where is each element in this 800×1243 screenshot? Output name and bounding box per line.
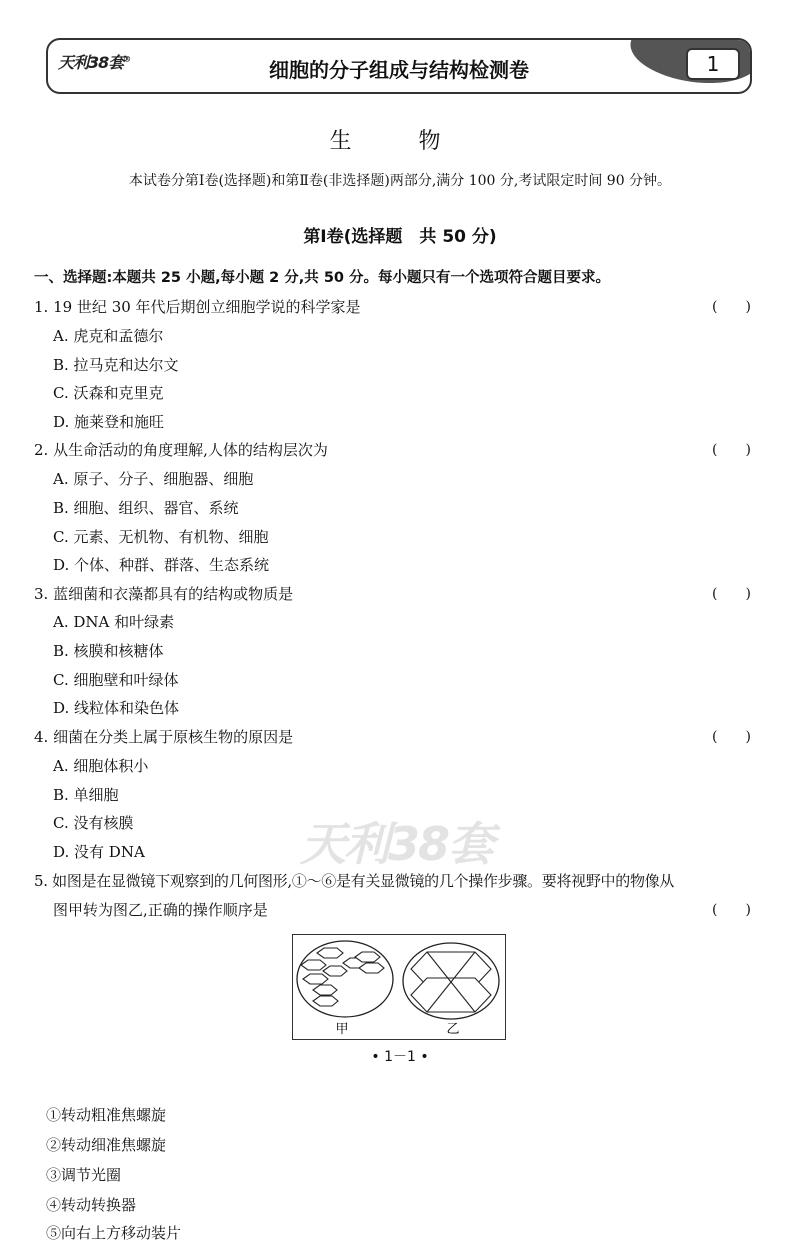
question-stem: 1. 19 世纪 30 年代后期创立细胞学说的科学家是 [34, 298, 361, 316]
hexagon-magnified-yi [411, 952, 491, 1012]
step-item: ②转动细准焦螺旋 [46, 1136, 167, 1154]
answer-blank: ( ) [712, 902, 751, 918]
option: B. 单细胞 [53, 786, 119, 804]
option: B. 拉马克和达尔文 [53, 356, 179, 374]
question-stem: 4. 细菌在分类上属于原核生物的原因是 [34, 728, 294, 746]
option: A. 虎克和孟德尔 [53, 327, 164, 345]
page-number-badge: 1 [686, 48, 740, 80]
option: C. 细胞壁和叶绿体 [53, 671, 179, 689]
instructions: 一、选择题:本题共 25 小题,每小题 2 分,共 50 分。每小题只有一个选项符合题目要求。 [34, 270, 611, 286]
option: B. 核膜和核糖体 [53, 642, 164, 660]
option: A. 原子、分子、细胞器、细胞 [53, 470, 254, 488]
question-stem: 2. 从生命活动的角度理解,人体的结构层次为 [34, 441, 328, 459]
question-stem: 3. 蓝细菌和衣藻都具有的结构或物质是 [34, 585, 294, 603]
step-item: ⑤向右上方移动装片 [46, 1224, 182, 1242]
header-bar [46, 38, 752, 94]
option: C. 沃森和克里克 [53, 384, 164, 402]
brand-logo: 天利38套® [58, 53, 131, 72]
step-item: ④转动转换器 [46, 1196, 137, 1214]
option: C. 没有核膜 [53, 814, 134, 832]
question-stem-continued: 图甲转为图乙,正确的操作顺序是 [53, 901, 268, 919]
option: A. 细胞体积小 [53, 757, 149, 775]
option: D. 施莱登和施旺 [53, 413, 165, 431]
option: D. 线粒体和染色体 [53, 699, 180, 717]
microscope-figure [292, 934, 506, 1040]
question-stem: 5. 如图是在显微镜下观察到的几何图形,①～⑥是有关显微镜的几个操作步骤。要将视野中的物像从 [34, 872, 675, 890]
page-footer: • 1－1 • [371, 1049, 429, 1065]
option: A. DNA 和叶绿素 [53, 613, 175, 631]
hexagon-cluster-jia [301, 948, 384, 1006]
option: B. 细胞、组织、器官、系统 [53, 499, 239, 517]
watermark: 天利38套 [300, 817, 493, 871]
step-item: ①转动粗准焦螺旋 [46, 1106, 167, 1124]
intro-text: 本试卷分第Ⅰ卷(选择题)和第Ⅱ卷(非选择题)两部分,满分 100 分,考试限定时间 90 分钟。 [128, 173, 672, 189]
label-jia: 甲 [335, 1022, 349, 1037]
exam-title: 细胞的分子组成与结构检测卷 [269, 58, 529, 82]
label-yi: 乙 [446, 1022, 460, 1037]
step-item: ③调节光圈 [46, 1166, 122, 1184]
part-title: 第Ⅰ卷(选择题 共 50 分) [303, 227, 497, 247]
answer-blank: ( ) [712, 729, 751, 745]
answer-blank: ( ) [712, 442, 751, 458]
option: C. 元素、无机物、有机物、细胞 [53, 528, 269, 546]
subject-heading: 生 物 [329, 129, 471, 154]
answer-blank: ( ) [712, 586, 751, 602]
option: D. 没有 DNA [53, 843, 145, 861]
figure-drawing [293, 935, 504, 1038]
option: D. 个体、种群、群落、生态系统 [53, 556, 270, 574]
answer-blank: ( ) [712, 299, 751, 315]
